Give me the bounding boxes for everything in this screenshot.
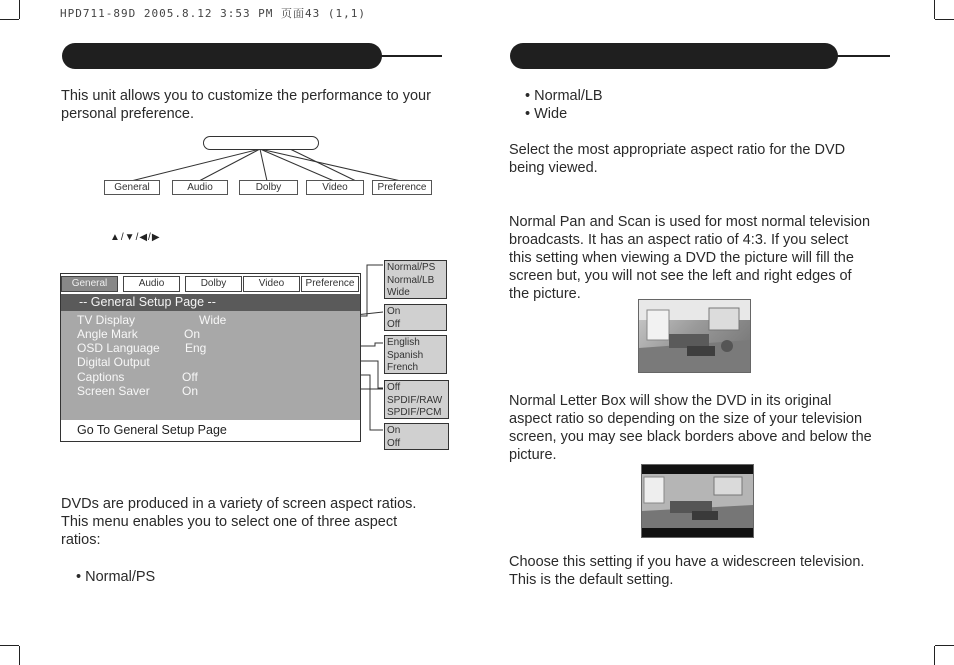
print-header: HPD711-89D 2005.8.12 3:53 PM 页面43 (1,1) (60, 7, 367, 20)
bullet-normal-ps: • Normal/PS (76, 569, 156, 585)
text-line: aspect ratio so depending on the size of your television (509, 411, 863, 427)
setting-captions[interactable]: Captions (77, 370, 125, 384)
text-line: DVDs are produced in a variety of screen aspect ratios. (61, 496, 417, 512)
bullet-normal-lb: • Normal/LB (525, 88, 603, 104)
screen-tab-video[interactable]: Video (243, 276, 300, 292)
pan-scan-example-image (638, 299, 751, 373)
text-line: This is the default setting. (509, 572, 674, 588)
option-item: French (387, 362, 419, 373)
screen-tab-audio[interactable]: Audio (123, 276, 180, 292)
letterbox-paragraph (509, 392, 872, 464)
select-paragraph (509, 141, 845, 177)
option-item: Normal/LB (387, 274, 435, 286)
room-illustration (642, 465, 753, 537)
text-line: screen but, you will not see the left and right edges of (509, 268, 852, 284)
text-line: screen, you may see black borders above and below the (509, 429, 872, 445)
screen-footer: Go To General Setup Page (77, 423, 227, 437)
letterbox-example-image (641, 464, 754, 538)
option-item: English (387, 337, 420, 348)
screen-tab-dolby[interactable]: Dolby (185, 276, 242, 292)
text-line: This menu enables you to select one of three aspect (61, 514, 398, 530)
option-item: Wide (387, 287, 410, 298)
text-line: broadcasts. It has an aspect ratio of 4:3. If you select (509, 232, 849, 248)
room-illustration (639, 300, 750, 372)
screen-title: -- General Setup Page -- (61, 294, 360, 311)
setup-menu-root (203, 136, 319, 150)
options-tv-display (384, 260, 447, 299)
text-line: ratios: (61, 532, 101, 548)
option-item: On (387, 425, 401, 436)
screen-tab-bar (61, 276, 360, 292)
screen-body (61, 294, 360, 420)
text-line: This unit allows you to customize the performance to your (61, 88, 431, 104)
diagram-tab-audio: Audio (172, 180, 228, 195)
text-line: Select the most appropriate aspect ratio for the DVD (509, 142, 846, 158)
arrow-keys-icon: ▲/▼/◀/▶ (110, 232, 161, 243)
setting-tv-display[interactable]: TV Display (77, 313, 136, 327)
text-line: picture. (509, 447, 557, 463)
setting-value: Eng (185, 341, 207, 355)
option-item: SPDIF/RAW (387, 394, 443, 406)
option-item: Normal/PS (387, 262, 436, 273)
pan-scan-paragraph (509, 213, 870, 303)
setting-value: On (182, 384, 199, 398)
screen-tab-preference[interactable]: Preference (301, 276, 359, 292)
option-item: Off (387, 382, 401, 393)
text-line: Choose this setting if you have a widescreen television. (509, 554, 865, 570)
diagram-tab-preference: Preference (372, 180, 432, 195)
diagram-tab-general: General (104, 180, 160, 195)
setting-screen-saver[interactable]: Screen Saver (77, 384, 150, 398)
diagram-tab-dolby: Dolby (239, 180, 298, 195)
options-angle-mark (384, 304, 447, 331)
text-line: the picture. (509, 286, 581, 302)
options-screen-saver (384, 423, 449, 450)
text-line: this setting when viewing a DVD the picture will fill the (509, 250, 854, 266)
aspect-paragraph (61, 495, 416, 549)
options-osd-language (384, 335, 447, 374)
option-item: Off (387, 437, 401, 449)
setting-value: Wide (199, 313, 227, 327)
options-digital-output (384, 380, 449, 419)
setting-value: On (184, 327, 201, 341)
setting-digital-output[interactable]: Digital Output (77, 355, 150, 369)
option-item: Off (387, 318, 401, 330)
widescreen-paragraph (509, 553, 864, 589)
option-item: SPDIF/PCM (387, 407, 442, 418)
text-line: Normal Pan and Scan is used for most normal television (509, 214, 871, 230)
text-line: personal preference. (61, 106, 194, 122)
text-line: being viewed. (509, 160, 598, 176)
setting-osd-language[interactable]: OSD Language (77, 341, 160, 355)
option-item: On (387, 306, 401, 317)
option-item: Spanish (387, 349, 424, 361)
setting-value: Off (182, 370, 198, 384)
setup-screen (60, 273, 361, 442)
setting-angle-mark[interactable]: Angle Mark (77, 327, 138, 341)
text-line: Normal Letter Box will show the DVD in its original (509, 393, 832, 409)
screen-tab-general[interactable]: General (61, 276, 118, 292)
diagram-tab-video: Video (306, 180, 364, 195)
bullet-wide: • Wide (525, 106, 568, 122)
